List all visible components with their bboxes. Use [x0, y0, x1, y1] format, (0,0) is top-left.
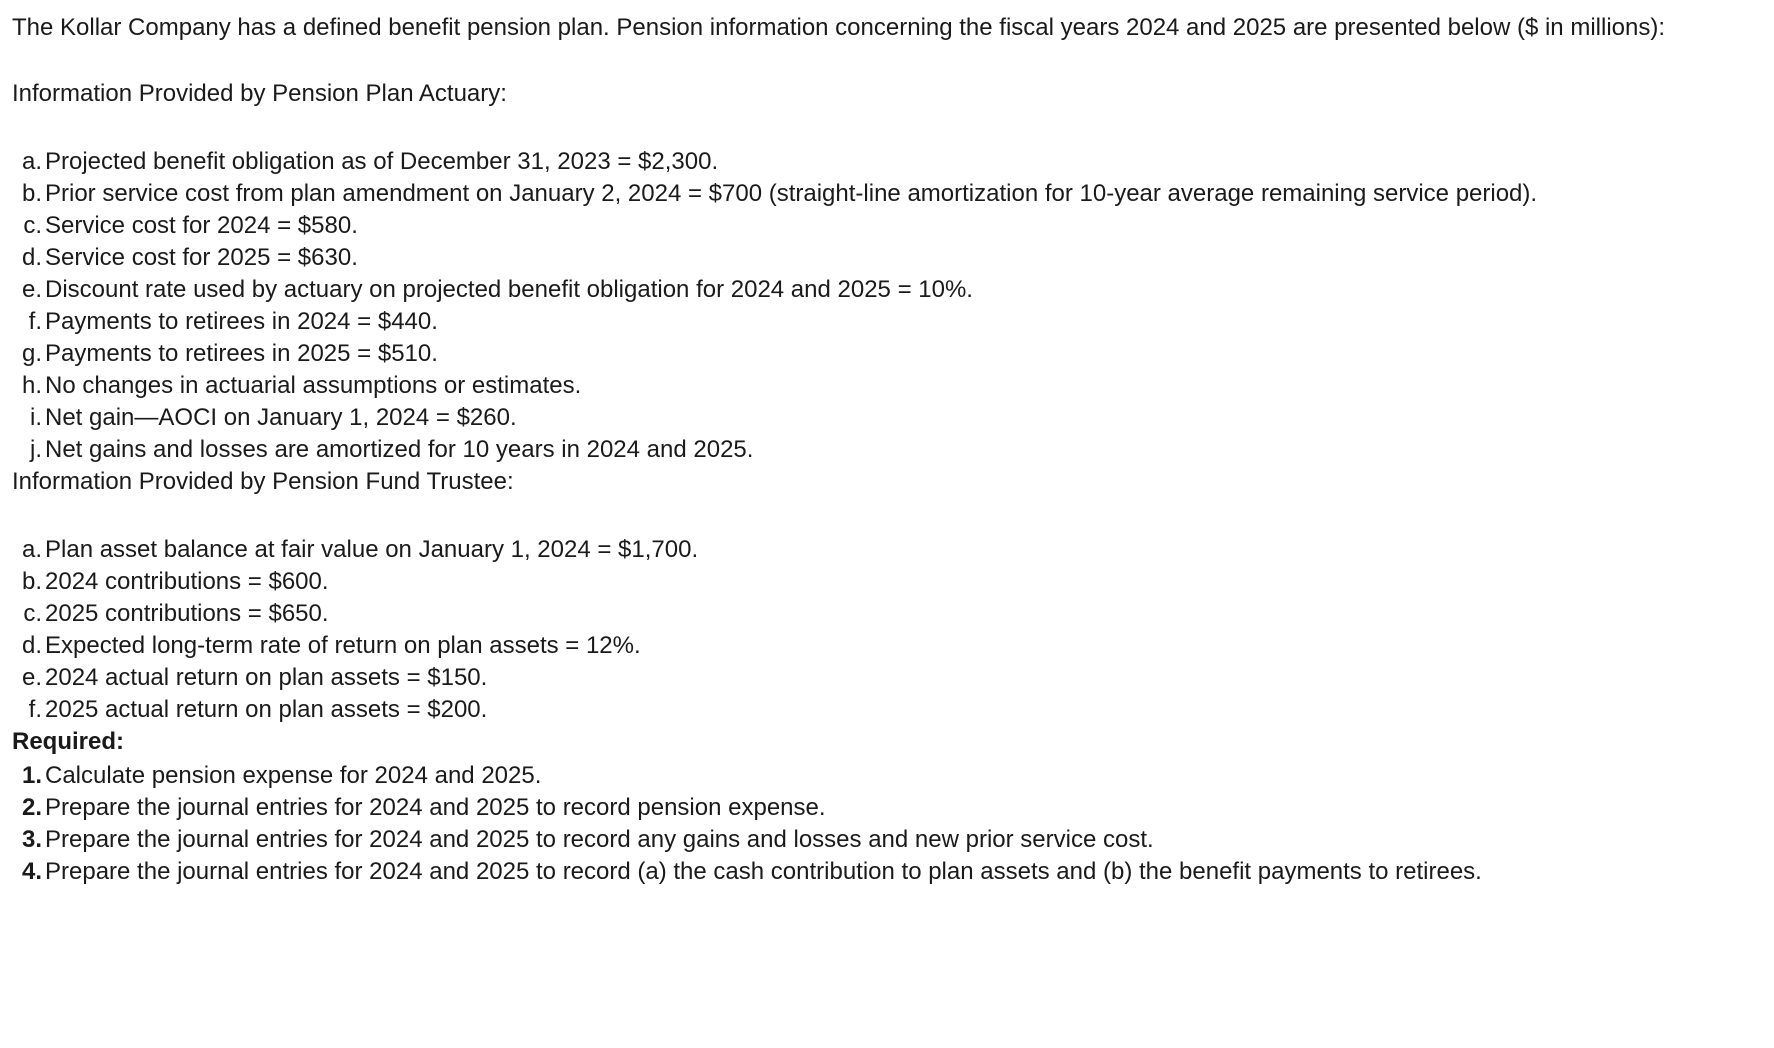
actuary-list — [12, 146, 1732, 466]
required-item-4 — [12, 856, 1732, 888]
actuary-item-b — [12, 178, 1732, 210]
list-item-text: Projected benefit obligation as of December 31, 2023 = $2,300. — [45, 148, 719, 175]
list-item-text: 2025 contributions = $650. — [45, 600, 329, 627]
actuary-item-g — [12, 338, 1732, 370]
required-item-3 — [12, 824, 1732, 856]
actuary-item-c — [12, 210, 1732, 242]
list-item-text: Payments to retirees in 2025 = $510. — [45, 340, 438, 367]
list-marker: 4. — [21, 858, 42, 885]
actuary-item-h — [12, 370, 1732, 402]
list-marker: 3. — [21, 826, 42, 853]
list-marker: a. — [21, 148, 42, 175]
required-list — [12, 760, 1732, 888]
list-item-text: Payments to retirees in 2024 = $440. — [45, 308, 438, 335]
list-marker: a. — [21, 536, 42, 563]
required-item-2 — [12, 792, 1732, 824]
actuary-item-j — [12, 434, 1732, 466]
actuary-item-a — [12, 146, 1732, 178]
list-marker: i. — [30, 404, 42, 431]
list-marker: f. — [28, 696, 42, 723]
list-item-text: Prior service cost from plan amendment on January 2, 2024 = $700 (straight-line amortization for 10-year average remaining service period). — [45, 180, 1538, 207]
list-marker: e. — [21, 276, 42, 303]
list-item-text: Prepare the journal entries for 2024 and 2025 to record any gains and losses and new prior service cost. — [45, 826, 1154, 853]
actuary-heading: Information Provided by Pension Plan Actuary: — [12, 80, 507, 107]
trustee-item-f — [12, 694, 1732, 726]
list-item-text: 2024 actual return on plan assets = $150. — [45, 664, 488, 691]
actuary-item-e — [12, 274, 1732, 306]
intro-paragraph: The Kollar Company has a defined benefit pension plan. Pension information concerning the fiscal years 2024 and 2025 are presented below ($ in millions): — [12, 14, 1665, 41]
list-marker: c. — [23, 212, 42, 239]
list-marker: c. — [23, 600, 42, 627]
list-item-text: Calculate pension expense for 2024 and 2025. — [45, 762, 542, 789]
list-item-text: Service cost for 2025 = $630. — [45, 244, 358, 271]
list-item-text: 2025 actual return on plan assets = $200. — [45, 696, 488, 723]
list-item-text: Plan asset balance at fair value on January 1, 2024 = $1,700. — [45, 536, 699, 563]
list-marker: 1. — [21, 762, 42, 789]
list-marker: b. — [21, 568, 42, 595]
list-item-text: Discount rate used by actuary on projected benefit obligation for 2024 and 2025 = 10%. — [45, 276, 973, 303]
list-marker: b. — [21, 180, 42, 207]
list-item-text: Expected long-term rate of return on plan assets = 12%. — [45, 632, 641, 659]
trustee-heading: Information Provided by Pension Fund Trustee: — [12, 468, 514, 495]
actuary-item-i — [12, 402, 1732, 434]
list-item-text: No changes in actuarial assumptions or estimates. — [45, 372, 582, 399]
trustee-item-c — [12, 598, 1732, 630]
list-item-text: Service cost for 2024 = $580. — [45, 212, 358, 239]
list-marker: d. — [21, 632, 42, 659]
trustee-list — [12, 534, 1732, 726]
list-marker: g. — [21, 340, 42, 367]
list-item-text: Net gains and losses are amortized for 10 years in 2024 and 2025. — [45, 436, 754, 463]
list-marker: d. — [21, 244, 42, 271]
list-item-text: Prepare the journal entries for 2024 and 2025 to record (a) the cash contribution to plan assets and (b) the benefit payments to retirees. — [45, 858, 1482, 885]
list-marker: e. — [21, 664, 42, 691]
actuary-item-d — [12, 242, 1732, 274]
trustee-item-b — [12, 566, 1732, 598]
list-marker: f. — [28, 308, 42, 335]
list-item-text: Prepare the journal entries for 2024 and 2025 to record pension expense. — [45, 794, 826, 821]
list-marker: h. — [21, 372, 42, 399]
required-item-1 — [12, 760, 1732, 792]
required-label: Required: — [12, 728, 125, 755]
trustee-item-e — [12, 662, 1732, 694]
actuary-item-f — [12, 306, 1732, 338]
list-item-text: Net gain—AOCI on January 1, 2024 = $260. — [45, 404, 517, 431]
list-marker: 2. — [21, 794, 42, 821]
trustee-item-a — [12, 534, 1732, 566]
list-marker: j. — [30, 436, 42, 463]
list-item-text: 2024 contributions = $600. — [45, 568, 329, 595]
trustee-item-d — [12, 630, 1732, 662]
